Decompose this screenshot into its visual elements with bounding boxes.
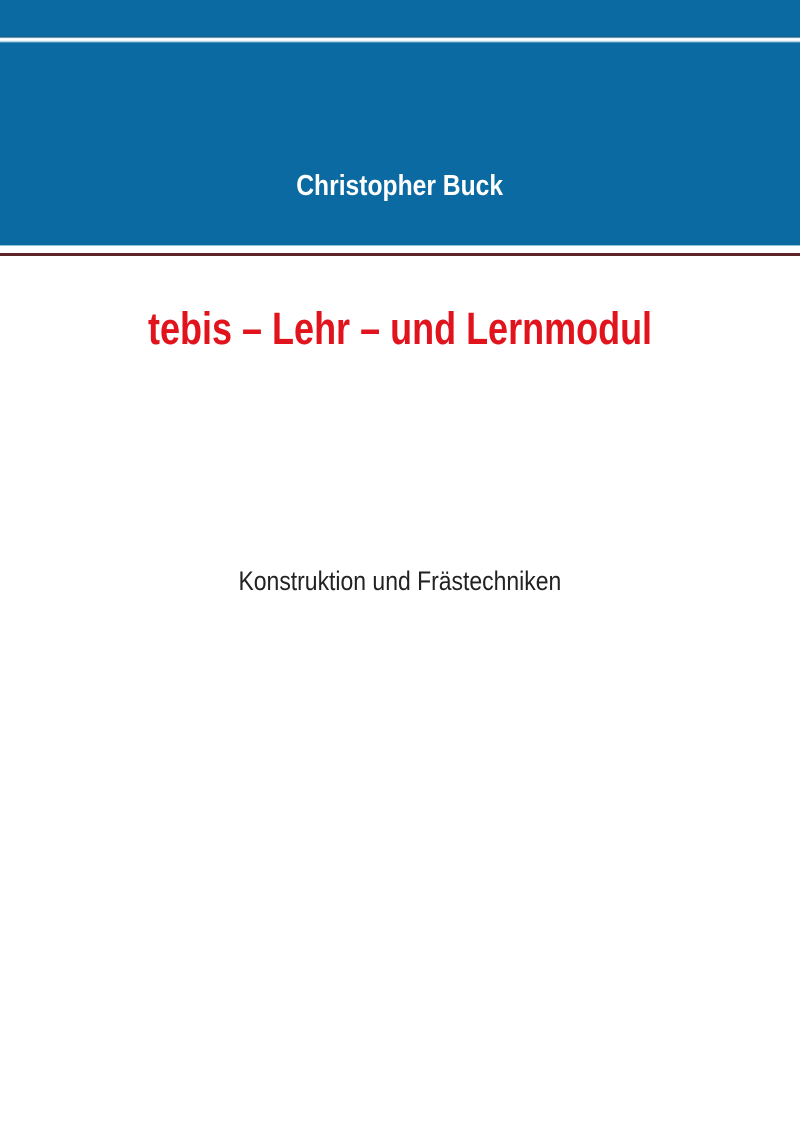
author-name — [0, 170, 800, 203]
book-subtitle-text: Konstruktion und Frästechniken — [238, 566, 562, 596]
book-title — [0, 303, 800, 355]
separator-rule — [0, 253, 800, 256]
book-subtitle — [0, 566, 800, 597]
header-band — [0, 0, 800, 246]
book-title-text: tebis – Lehr – und Lernmodul — [147, 303, 653, 354]
author-name-text: Christopher Buck — [296, 170, 504, 202]
highlight-line — [0, 36, 800, 43]
